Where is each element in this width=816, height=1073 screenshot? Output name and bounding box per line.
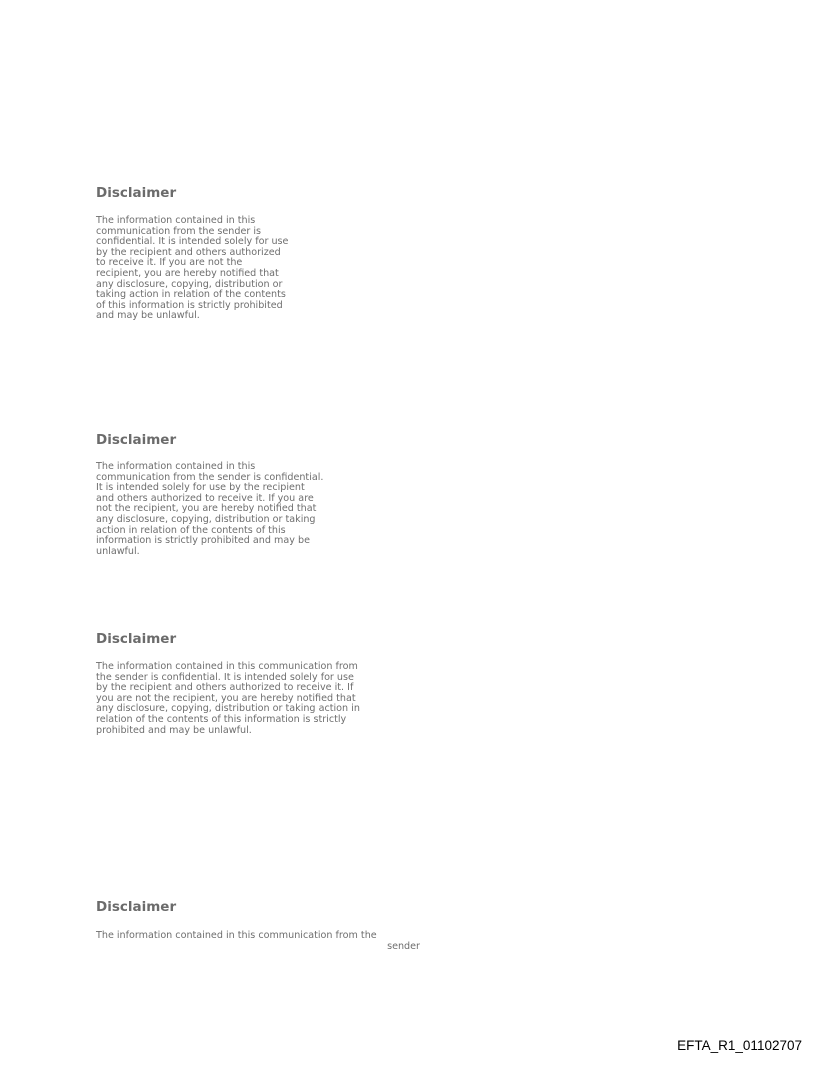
text-line: taking action in relation of the contents xyxy=(96,289,286,301)
text-line: prohibited and may be unlawful. xyxy=(96,724,252,736)
disclaimer-block-3 xyxy=(96,631,360,736)
text-line: any disclosure, copying, distribution or xyxy=(96,278,283,290)
text-line: The information contained in this xyxy=(96,461,256,472)
text-line: by the recipient and others authorized xyxy=(96,246,281,258)
text-line: of this information is strictly prohibited xyxy=(96,299,283,311)
disclaimer-text xyxy=(96,931,420,952)
text-line: and others authorized to receive it. If you are xyxy=(96,492,314,504)
text-line: information is strictly prohibited and may be xyxy=(96,535,310,547)
text-line: to receive it. If you are not the xyxy=(96,257,243,269)
text-line: unlawful. xyxy=(96,545,140,557)
text-line: the sender is confidential. It is intended solely for use xyxy=(96,671,354,683)
text-line: any disclosure, copying, distribution or taking xyxy=(96,513,316,525)
disclaimer-text xyxy=(96,216,288,322)
disclaimer-block-1 xyxy=(96,185,288,322)
text-line: The information contained in this communication from the xyxy=(96,930,377,941)
text-line: you are not the recipient, you are hereby notified that xyxy=(96,692,356,704)
text-line: and may be unlawful. xyxy=(96,310,200,322)
text-line: action in relation of the contents of this xyxy=(96,524,286,536)
text-line: confidential. It is intended solely for use xyxy=(96,236,289,248)
text-line: communication from the sender is xyxy=(96,225,262,237)
text-line: The information contained in this xyxy=(96,215,256,226)
disclaimer-block-2 xyxy=(96,432,323,557)
disclaimer-heading: Disclaimer xyxy=(96,631,177,647)
text-line: The information contained in this communication from xyxy=(96,661,358,672)
document-id: EFTA_R1_01102707 xyxy=(677,1038,802,1053)
text-line: not the recipient, you are hereby notified that xyxy=(96,503,317,515)
text-line: by the recipient and others authorized to receive it. If xyxy=(96,682,354,694)
disclaimer-heading: Disclaimer xyxy=(96,432,177,448)
text-line: recipient, you are hereby notified that xyxy=(96,267,279,279)
text-line: any disclosure, copying, distribution or taking action in xyxy=(96,703,360,715)
disclaimer-text xyxy=(96,662,360,736)
text-line: It is intended solely for use by the recipient xyxy=(96,482,305,494)
disclaimer-text xyxy=(96,462,323,557)
disclaimer-heading: Disclaimer xyxy=(96,185,177,201)
disclaimer-block-4 xyxy=(96,899,420,952)
disclaimer-heading: Disclaimer xyxy=(96,899,177,915)
text-line: relation of the contents of this information is strictly xyxy=(96,713,347,725)
text-line: sender xyxy=(387,940,420,952)
text-line: communication from the sender is confidential. xyxy=(96,471,324,483)
